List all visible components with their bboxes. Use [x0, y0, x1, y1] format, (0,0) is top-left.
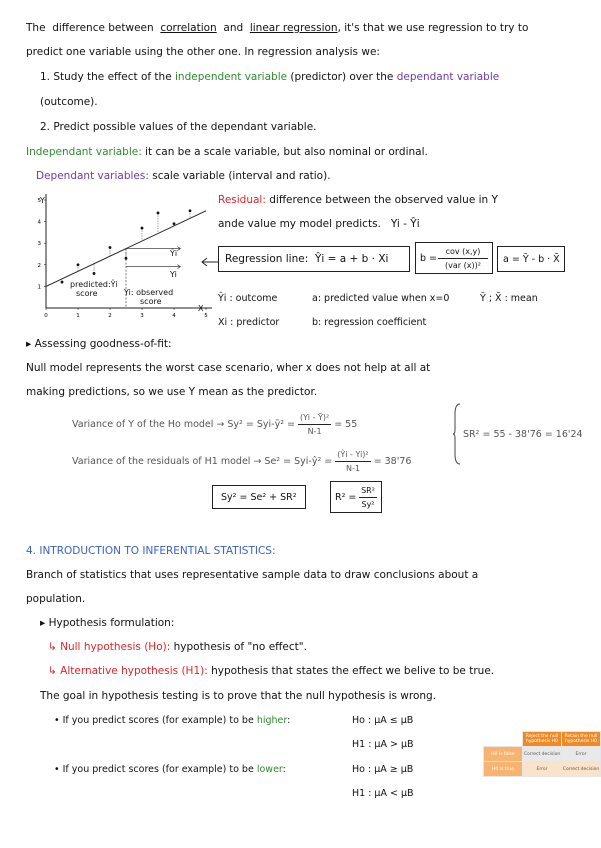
legend-yhat: Ŷi : outcome: [218, 293, 278, 304]
table-header-retain: Retain the null hypothesis H0: [562, 732, 601, 747]
y-tick-label: 4: [37, 219, 41, 226]
y-tick-label: 1: [37, 284, 41, 291]
x-tick-label: 0: [44, 313, 48, 319]
alternative-hypothesis: ↳ Alternative hypothesis (H1): hypothesis that states the effect we belive to be true.: [48, 665, 495, 677]
observed-score-label: Yi: observed score: [124, 288, 174, 306]
y-tick-label: 2: [37, 262, 41, 269]
table-cell: Correct decision: [523, 747, 562, 762]
study-line-2: (outcome).: [40, 96, 98, 108]
table-row-h0-false: H0 is false: [484, 747, 523, 762]
data-point: [61, 281, 64, 284]
x-tick-label: 2: [108, 313, 112, 319]
scatter-plot: [28, 190, 218, 320]
branch-line-1: Branch of statistics that uses representative sample data to draw conclusions about a: [26, 569, 479, 581]
null-model-line-1: Null model represents the worst case scenario, wher x does not help at all at: [26, 362, 431, 374]
legend-a: a: predicted value when x=0: [312, 293, 450, 304]
null-hypothesis: ↳ Null hypothesis (Ho): hypothesis of "no effect".: [48, 641, 307, 653]
table-row-h0-true: H0 is true: [484, 762, 523, 777]
goodness-title: ▸ Assessing goodness-of-fit:: [26, 338, 172, 350]
predicted-score-label: predicted:Ŷi score: [70, 280, 118, 298]
higher-line: • If you predict scores (for example) to be higher:: [54, 715, 291, 726]
table-cell: Error: [562, 747, 601, 762]
a-formula-box: a = Ȳ - b · X̄: [497, 246, 565, 272]
section-heading: 4. INTRODUCTION TO INFERENTIAL STATISTICS:: [26, 545, 276, 557]
table-header-reject: Reject the null hypothesis H0: [523, 732, 562, 747]
legend-xi: Xi : predictor: [218, 317, 280, 328]
x-tick-label: 3: [140, 313, 144, 319]
table-cell: Correct decision: [562, 762, 601, 777]
sr-value: SR² = 55 - 38'76 = 16'24: [463, 429, 583, 440]
x-tick-label: 5: [204, 313, 208, 319]
lower-line: • If you predict scores (for example) to be lower:: [54, 764, 286, 775]
goal-line: The goal in hypothesis testing is to prove that the null hypothesis is wrong.: [40, 690, 437, 702]
arrow-to-regression-icon: [200, 256, 220, 268]
sum-squares-box: Sy² = Se² + SR²: [212, 485, 306, 509]
higher-h1: H1 : μA > μB: [352, 739, 414, 750]
data-point: [77, 263, 80, 266]
data-point: [141, 227, 144, 230]
table-corner: [484, 732, 523, 747]
intro-line-2: predict one variable using the other one. In regression analysis we:: [26, 46, 380, 58]
x-tick-label: 4: [172, 313, 176, 319]
study-line-1: 1. Study the effect of the independent variable (predictor) over the dependant variable: [40, 71, 500, 83]
yi-annotation: Yi: [170, 270, 177, 279]
higher-h0: Ho : μA ≤ μB: [352, 715, 414, 726]
branch-line-2: population.: [26, 593, 86, 605]
b-formula-box: b = cov (x,y) (var (x))²: [415, 242, 493, 274]
brace-icon: [452, 402, 462, 466]
intro-line-1: The difference between correlation and linear regression, it's that we use regression to try to: [26, 22, 529, 34]
legend-b: b: regression coefficient: [312, 317, 427, 328]
lower-h0: Ho : μA ≥ μB: [352, 764, 414, 775]
yhat-annotation: Ŷi: [170, 249, 178, 258]
y-axis-label: Y: [40, 196, 45, 205]
variance-h0: Variance of Y of the Ho model → Sy² = Syi-ȳ² = $\frac{\text{(Yi - Ȳ)²}}{N-1}$ = 55: [72, 413, 358, 436]
table-cell: Error: [523, 762, 562, 777]
data-point: [157, 212, 160, 215]
dependent-definition: Dependant variables: scale variable (interval and ratio).: [36, 170, 331, 182]
residual-line-1: Residual: difference between the observed value in Y: [218, 194, 498, 206]
data-point: [93, 272, 96, 275]
r-squared-box: R² = SR² Sy²: [330, 481, 382, 513]
decision-table: [483, 731, 601, 777]
residual-line-2: ande value my model predicts. Yi - Ŷi: [218, 218, 420, 230]
lower-h1: H1 : μA < μB: [352, 788, 414, 799]
x-axis-label: X: [198, 304, 204, 313]
regression-line-box: Regression line: Ŷi = a + b · Xi: [218, 246, 410, 272]
legend-means: Ȳ ; X̄ : mean: [480, 293, 538, 304]
data-point: [189, 209, 192, 212]
y-tick-label: 5: [37, 198, 41, 204]
data-point: [173, 222, 176, 225]
hypothesis-title: ▸ Hypothesis formulation:: [40, 617, 175, 629]
data-point: [109, 246, 112, 249]
variance-h1: Variance of the residuals of H1 model → Se² = Syi-ŷ² = $\frac{\text{(Ŷi - Yi)²}}{N-1}$ = 38'76: [72, 450, 412, 473]
predict-line: 2. Predict possible values of the dependant variable.: [40, 121, 317, 133]
independent-definition: Independant variable: it can be a scale variable, but also nominal or ordinal.: [26, 146, 428, 158]
null-model-line-2: making predictions, so we use Y mean as the predictor.: [26, 386, 318, 398]
y-tick-label: 3: [37, 241, 41, 248]
x-tick-label: 1: [76, 313, 80, 319]
